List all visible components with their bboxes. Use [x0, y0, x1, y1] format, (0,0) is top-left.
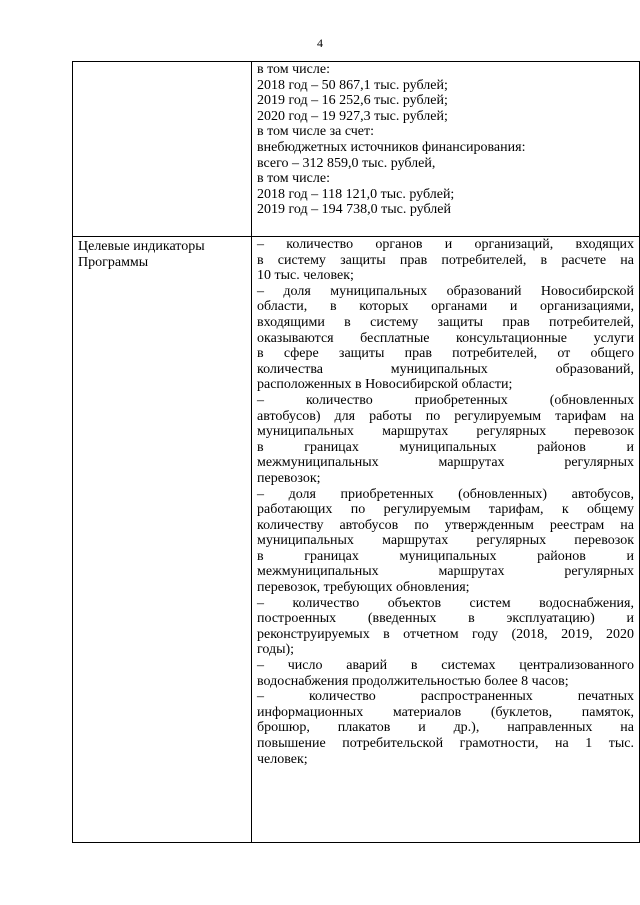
indicator-line: автобусов) для работы по регулируемым тарифам на	[257, 408, 634, 424]
indicator-item	[257, 658, 634, 689]
indicator-line: в систему защиты прав потребителей, в расчете на	[257, 252, 634, 268]
indicators-label-line: Программы	[78, 254, 149, 270]
page-number: 4	[317, 36, 323, 50]
indicator-line: межмуниципальных маршрутах регулярных	[257, 455, 634, 471]
indicator-item	[257, 237, 634, 284]
indicator-line: информационных материалов (буклетов, памяток,	[257, 704, 634, 720]
table-row-indicators	[73, 237, 640, 843]
financing-line: всего – 312 859,0 тыс. рублей,	[257, 155, 436, 171]
indicator-item	[257, 284, 634, 393]
indicator-line: – количество приобретенных (обновленных	[257, 392, 634, 408]
indicator-line: брошюр, плакатов и др.), направленных на	[257, 720, 634, 736]
indicator-line: в границах муниципальных районов и	[257, 439, 634, 455]
financing-value-cell	[252, 62, 640, 237]
indicator-line: перевозок, требующих обновления;	[257, 580, 470, 596]
indicator-item	[257, 393, 634, 487]
financing-line: 2019 год – 16 252,6 тыс. рублей;	[257, 93, 448, 109]
financing-line: 2018 год – 50 867,1 тыс. рублей;	[257, 77, 448, 93]
financing-line: 2018 год – 118 121,0 тыс. рублей;	[257, 186, 455, 202]
indicator-line: входящими в систему защиты прав потребителей,	[257, 314, 634, 330]
indicator-item	[257, 689, 634, 767]
indicator-line: области, в которых органами и организациями,	[257, 299, 634, 315]
indicator-line: количеству автобусов по утвержденным реестрам на	[257, 517, 634, 533]
table-row-financing	[73, 62, 640, 237]
indicator-line: водоснабжения продолжительностью более 8 часов;	[257, 673, 569, 689]
indicators-list	[252, 237, 639, 767]
indicators-label-line: Целевые индикаторы	[78, 239, 205, 254]
indicator-line: в границах муниципальных районов и	[257, 548, 634, 564]
indicator-line: годы);	[257, 642, 295, 658]
financing-lines	[252, 62, 639, 218]
financing-line: в том числе за счет:	[257, 124, 375, 140]
indicator-line: расположенных в Новосибирской области;	[257, 377, 513, 393]
indicator-line: межмуниципальных маршрутах регулярных	[257, 564, 634, 580]
indicator-line: повышение потребительской грамотности, на 1 тыс.	[257, 736, 634, 751]
indicator-line: – доля приобретенных (обновленных) автобусов,	[257, 486, 634, 502]
financing-line: в том числе:	[257, 171, 330, 187]
indicator-line: муниципальных маршрутах регулярных перевозок	[257, 424, 634, 440]
indicator-line: оказываются бесплатные консультационные услуги	[257, 330, 634, 346]
indicator-line: в сфере защиты прав потребителей, от общего	[257, 346, 634, 362]
indicator-line: муниципальных маршрутах регулярных перевозок	[257, 533, 634, 549]
indicator-line: реконструируемых в отчетном году (2018, 2019, 2020	[257, 626, 634, 642]
indicator-item	[257, 487, 634, 596]
indicators-value-cell	[252, 237, 640, 843]
indicator-line: – количество объектов систем водоснабжения,	[257, 595, 634, 611]
financing-line: внебюджетных источников финансирования:	[257, 139, 526, 155]
financing-label-cell	[73, 62, 252, 237]
indicator-line: количества муниципальных образований,	[257, 361, 634, 377]
financing-line: 2019 год – 194 738,0 тыс. рублей	[257, 202, 451, 218]
indicator-line: – доля муниципальных образований Новосибирской	[257, 283, 634, 299]
indicator-item	[257, 596, 634, 658]
indicators-label	[73, 237, 251, 270]
financing-line: в том числе:	[257, 62, 330, 77]
indicators-label-cell	[73, 237, 252, 843]
indicator-line: человек;	[257, 751, 308, 767]
indicator-line: перевозок;	[257, 470, 321, 486]
indicator-line: – количество органов и организаций, входящих	[257, 237, 634, 252]
indicator-line: – количество распространенных печатных	[257, 689, 634, 705]
indicator-line: – число аварий в системах централизованного	[257, 658, 634, 674]
financing-line: 2020 год – 19 927,3 тыс. рублей;	[257, 108, 448, 124]
indicator-line: построенных (введенных в эксплуатацию) и	[257, 611, 634, 627]
program-passport-table	[72, 61, 640, 843]
indicator-line: работающих по регулируемым тарифам, к общему	[257, 502, 634, 518]
indicator-line: 10 тыс. человек;	[257, 268, 354, 284]
